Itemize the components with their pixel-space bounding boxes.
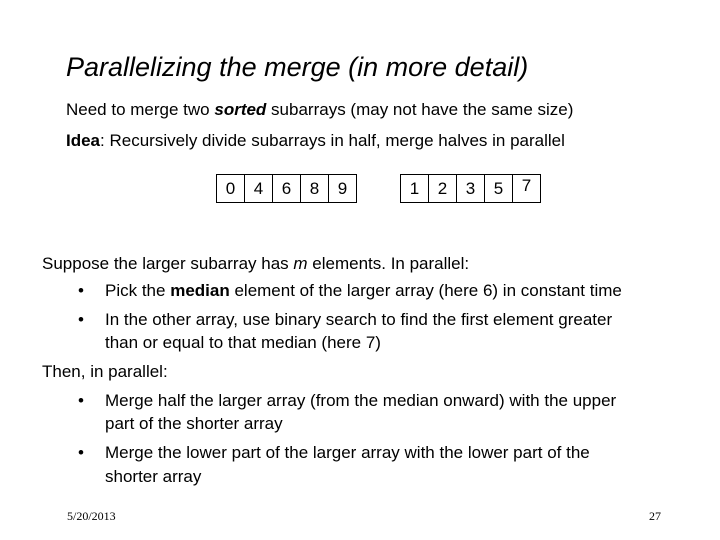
- bullet-1-2-line-1: In the other array, use binary search to find the first element greater: [105, 310, 613, 329]
- intro-line-1: [66, 100, 573, 120]
- array-1-cell: 4: [244, 174, 273, 203]
- bullet-marker: •: [78, 281, 84, 300]
- bullet-1-1-post: element of the larger array (here 6) in constant time: [229, 281, 622, 300]
- array-2-cell: 1: [400, 174, 429, 203]
- bullet-marker: •: [78, 391, 84, 410]
- intro-line-2: [66, 131, 565, 151]
- array-1-cell: 0: [216, 174, 245, 203]
- section-1-post: elements. In parallel:: [307, 254, 470, 273]
- intro-line-2-bold: Idea: [66, 131, 101, 150]
- intro-line-1-bold: sorted: [214, 100, 267, 119]
- section-1-heading: [42, 254, 469, 274]
- array-2-cell: 5: [484, 174, 513, 203]
- footer-date: 5/20/2013: [67, 509, 116, 523]
- intro-line-1-pre: Need to merge two: [66, 100, 215, 119]
- bullet-1-1: [105, 281, 622, 301]
- array-1-cell: 6: [272, 174, 301, 203]
- bullet-marker: •: [78, 310, 84, 329]
- array-2: [400, 174, 541, 203]
- intro-line-1-post: subarrays (may not have the same size): [266, 100, 574, 119]
- bullet-1-1-bold: median: [170, 281, 230, 300]
- array-2-cell: 2: [428, 174, 457, 203]
- bullet-2-2-line-1: Merge the lower part of the larger array with the lower part of the: [105, 443, 590, 462]
- bullet-1-2-line-2: than or equal to that median (here 7): [105, 333, 381, 352]
- array-2-cell: 3: [456, 174, 485, 203]
- footer-page-number: 27: [649, 509, 661, 523]
- bullet-2-1-line-2: part of the shorter array: [105, 414, 283, 433]
- intro-line-2-post: : Recursively divide subarrays in half, merge halves in parallel: [100, 131, 565, 150]
- section-1-var: m: [293, 254, 308, 273]
- bullet-2-2-line-2: shorter array: [105, 467, 202, 486]
- array-1-cell: 8: [300, 174, 329, 203]
- bullet-2-1-line-1: Merge half the larger array (from the median onward) with the upper: [105, 391, 617, 410]
- bullet-1-1-pre: Pick the: [105, 281, 171, 300]
- array-2-cell: 7: [512, 174, 541, 203]
- array-1-cell: 9: [328, 174, 357, 203]
- section-1-pre: Suppose the larger subarray has: [42, 254, 294, 273]
- section-2-heading: Then, in parallel:: [42, 362, 168, 381]
- slide-title: Parallelizing the merge (in more detail): [66, 52, 529, 82]
- array-1: [216, 174, 357, 203]
- bullet-marker: •: [78, 443, 84, 462]
